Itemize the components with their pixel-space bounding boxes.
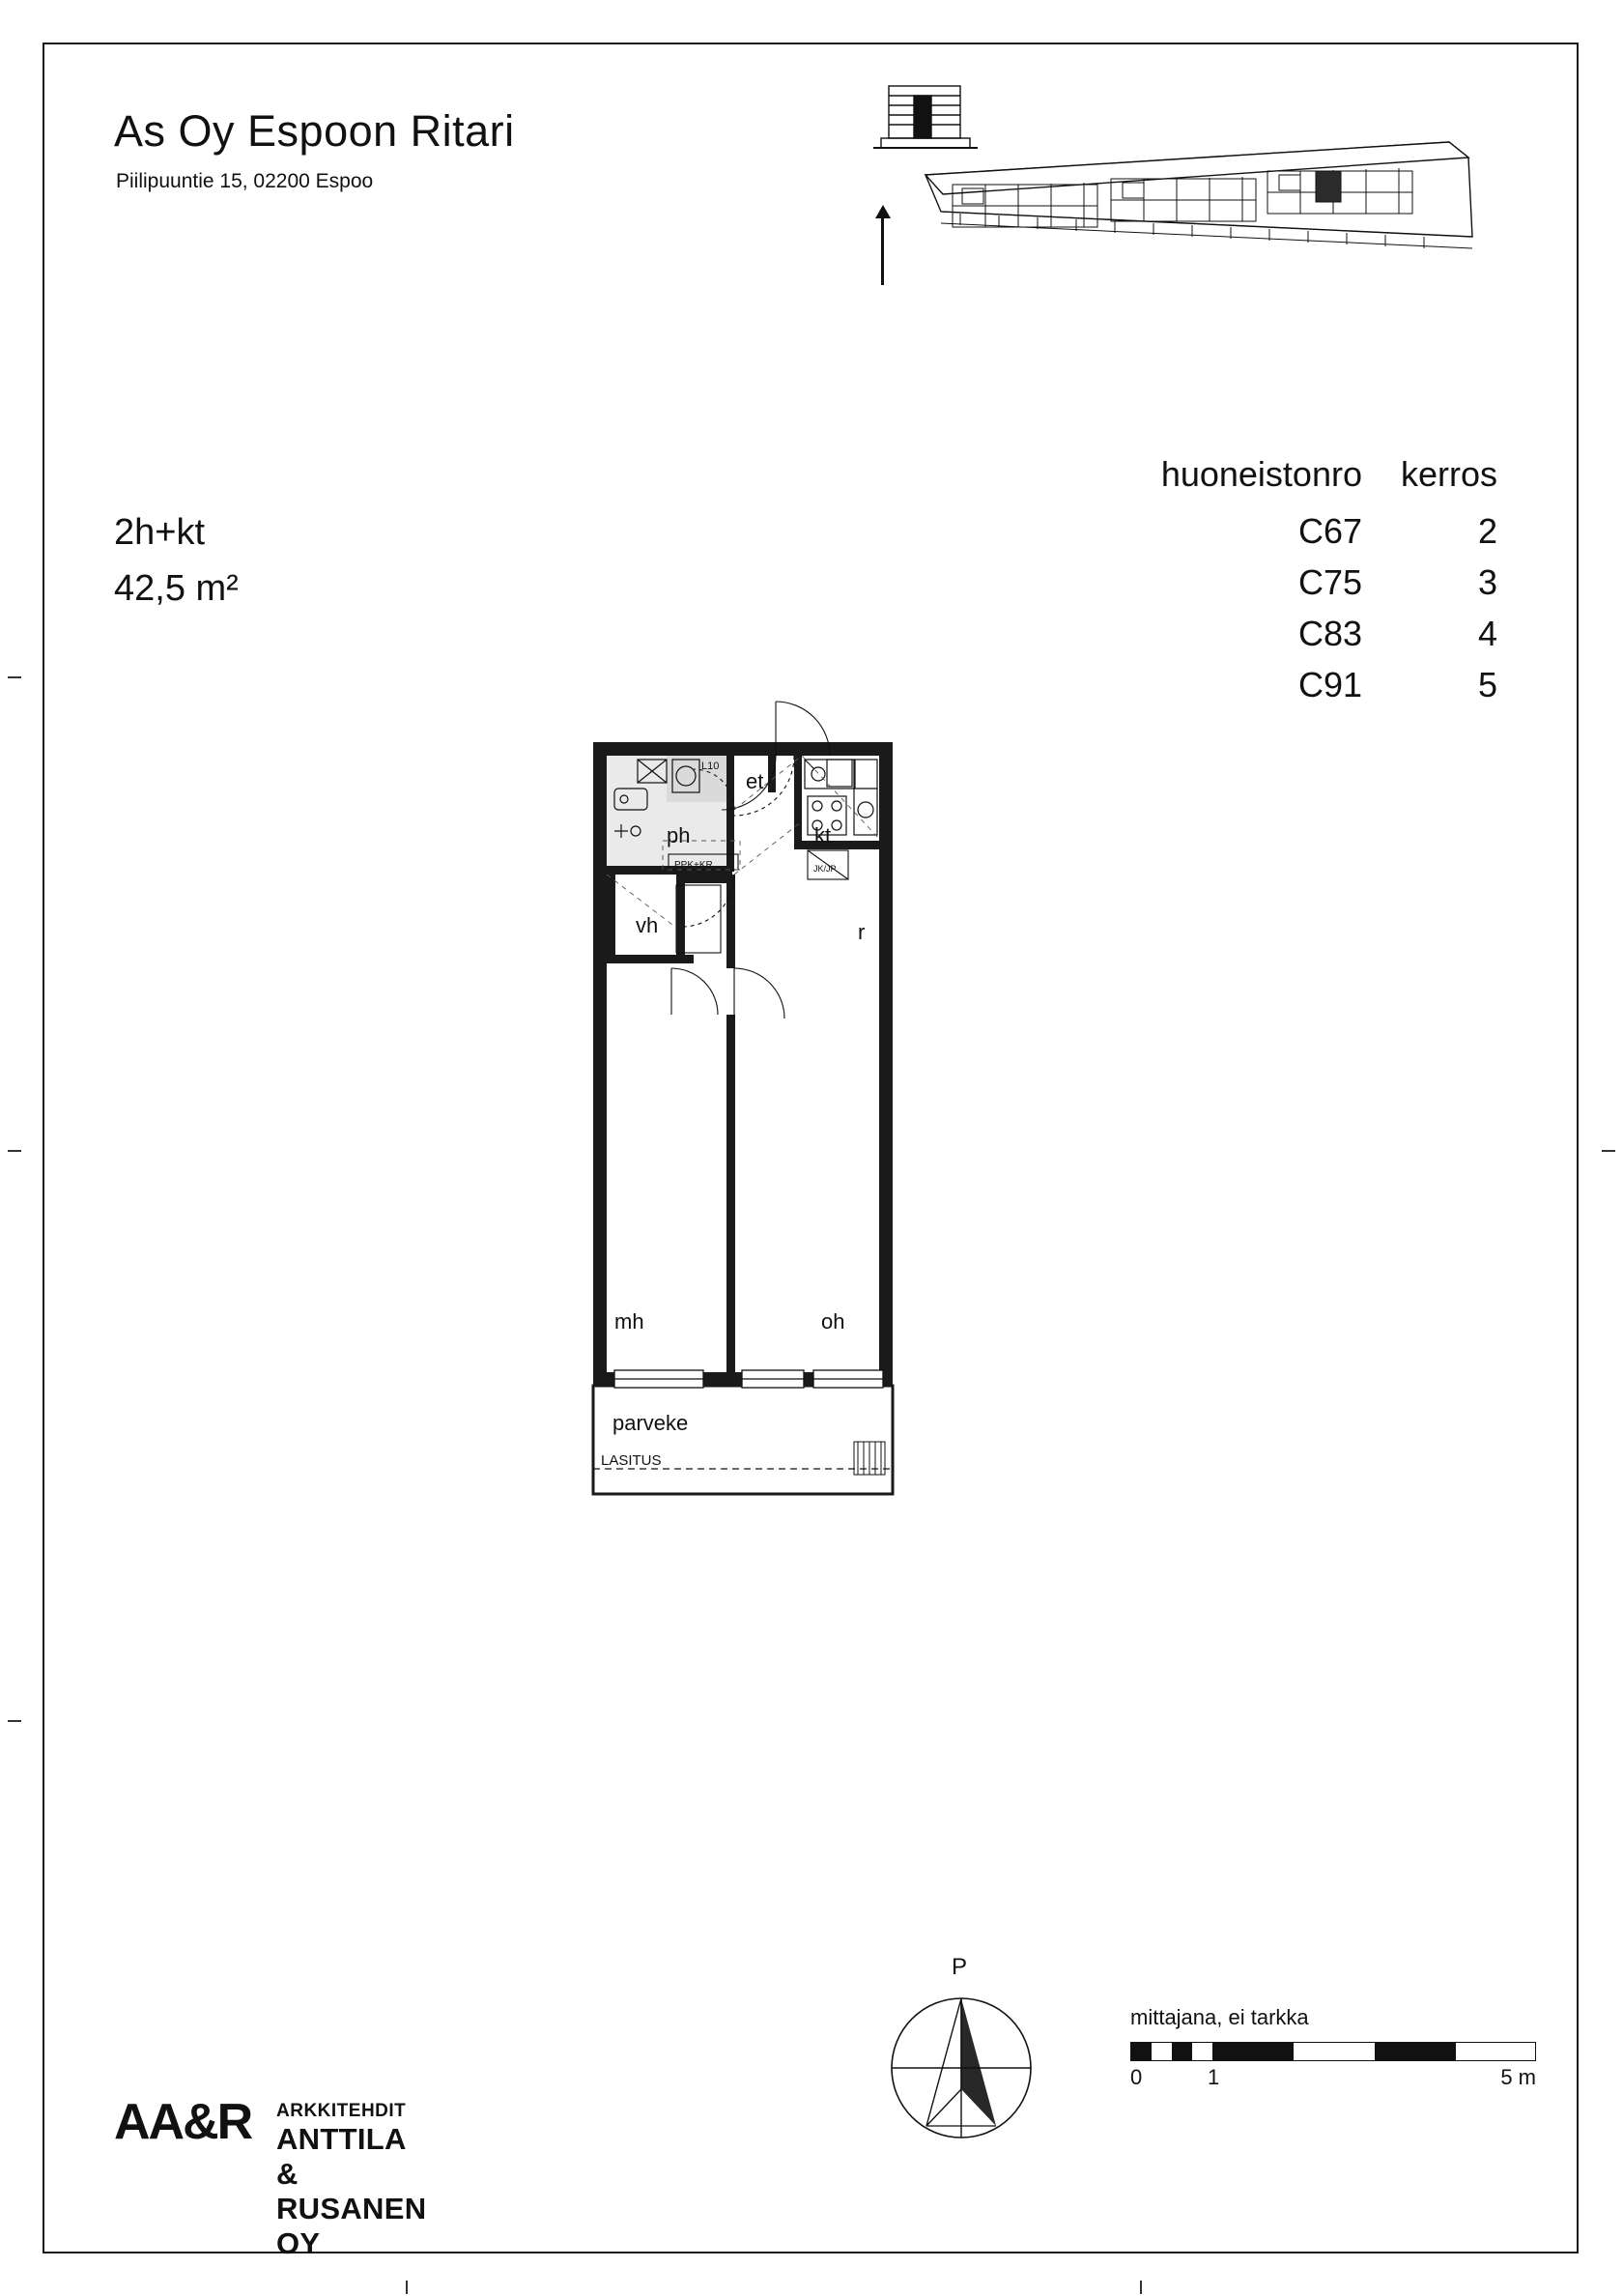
- room-label-vh: vh: [636, 913, 659, 937]
- edge-tick-left-3: [8, 1720, 21, 1722]
- column-header-number: huoneistonro: [1160, 454, 1362, 494]
- apartment-area: 42,5 m²: [114, 568, 239, 609]
- cell-floor: 2: [1477, 511, 1497, 551]
- scale-bar: [1130, 2042, 1536, 2061]
- apartment-table: [1101, 454, 1497, 705]
- column-header-floor: kerros: [1400, 454, 1497, 494]
- table-row: [1101, 552, 1497, 603]
- address-label: Piilipuuntie 15, 02200 Espoo: [116, 170, 374, 192]
- cell-floor: 5: [1477, 665, 1497, 704]
- scale-labels: [1130, 2065, 1536, 2092]
- cell-apartment-number: C91: [1297, 665, 1362, 704]
- cell-apartment-number: C75: [1297, 562, 1362, 602]
- edge-tick-right-1: [1602, 1150, 1615, 1152]
- table-row: [1101, 654, 1497, 705]
- annotation-lasitus: LASITUS: [601, 1452, 662, 1469]
- edge-tick-left-2: [8, 1150, 21, 1152]
- table-row: [1101, 501, 1497, 552]
- table-header: [1101, 454, 1497, 501]
- apartment-type: 2h+kt: [114, 512, 206, 553]
- site-plan: [869, 82, 1488, 256]
- scale-note: mittajana, ei tarkka: [1130, 2005, 1309, 2029]
- cell-floor: 4: [1477, 614, 1497, 653]
- edge-tick-bottom-1: [406, 2281, 408, 2294]
- page-title: As Oy Espoon Ritari: [114, 106, 515, 156]
- scale-label-0: 0: [1130, 2065, 1143, 2089]
- annotation-l10: L10: [701, 761, 720, 772]
- cell-apartment-number: C83: [1297, 614, 1362, 653]
- room-label-ph: ph: [667, 823, 691, 847]
- logo-line-2: ANTTILA & RUSANEN OY: [276, 2122, 427, 2260]
- table-row: [1101, 603, 1497, 654]
- scale-label-1: 1: [1208, 2065, 1220, 2089]
- logo-line-1: ARKKITEHDIT: [276, 2101, 407, 2121]
- annotation-jk-jp: JK/JP: [813, 864, 837, 874]
- cell-apartment-number: C67: [1297, 511, 1362, 551]
- room-label-et: et: [746, 769, 764, 793]
- room-label-oh: oh: [821, 1309, 845, 1334]
- edge-tick-bottom-2: [1140, 2281, 1142, 2294]
- architect-logo: [114, 2094, 427, 2260]
- scale-bar-group: [1130, 2005, 1536, 2092]
- logo-mark: AA&R: [114, 2094, 252, 2150]
- room-label-mh: mh: [614, 1309, 644, 1334]
- compass-rose: [874, 1981, 1048, 2155]
- cell-floor: 3: [1477, 562, 1497, 602]
- room-label-parveke: parveke: [612, 1411, 689, 1435]
- annotation-ppk-kr: PPK+KR: [674, 860, 713, 871]
- floor-plan-drawing: [580, 696, 1053, 1546]
- room-label-r: r: [858, 920, 866, 944]
- edge-tick-left-1: [8, 676, 21, 678]
- room-label-kt: kt: [814, 823, 832, 847]
- compass-north-label: P: [952, 1954, 968, 1980]
- scale-label-5: 5 m: [1500, 2065, 1536, 2089]
